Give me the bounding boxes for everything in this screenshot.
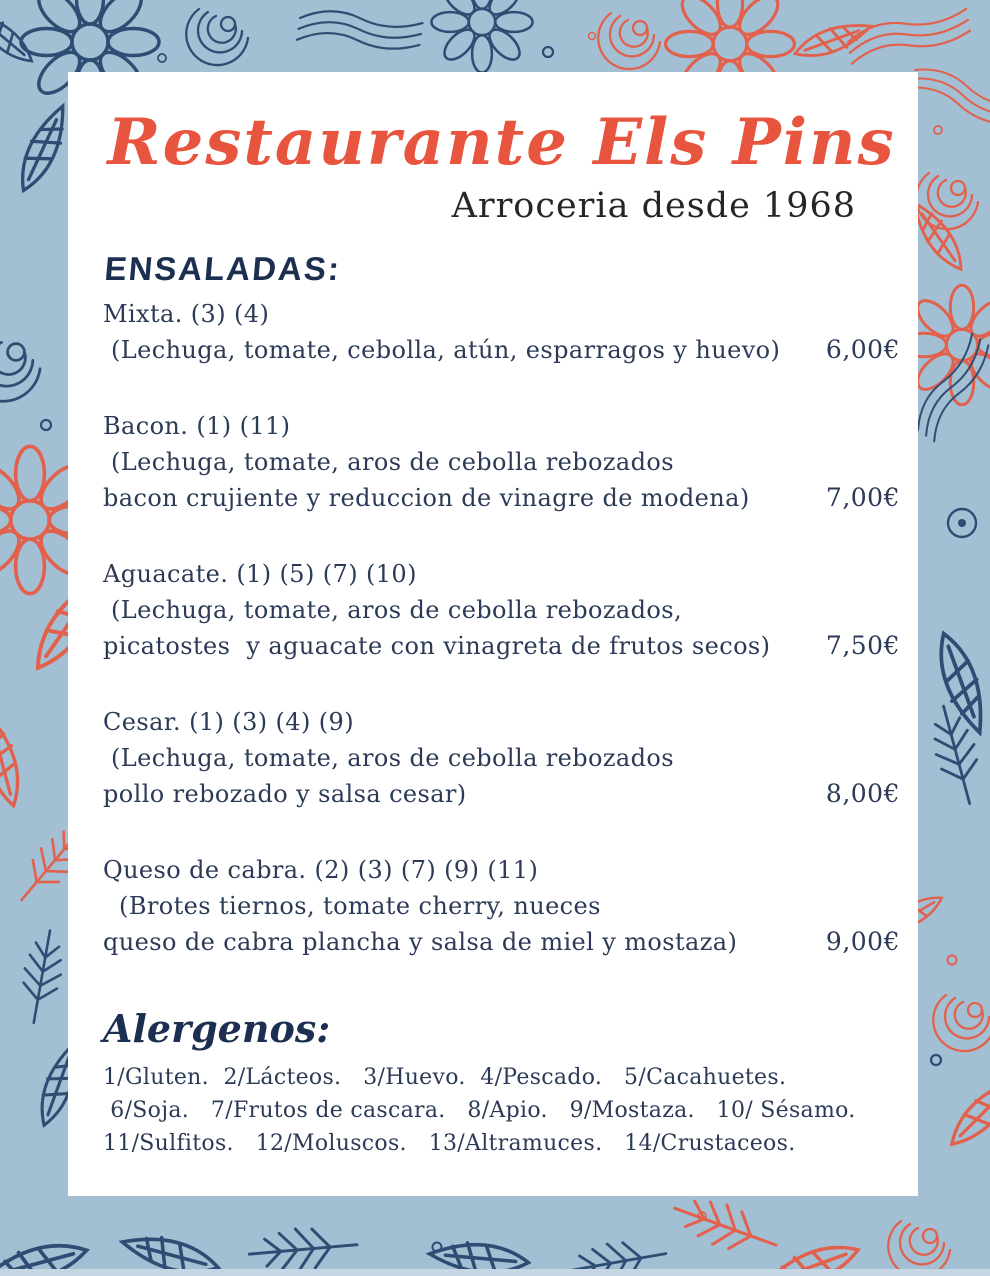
allergens-heading: Alergenos:: [103, 1005, 331, 1051]
item-description: pollo rebozado y salsa cesar): [103, 779, 467, 808]
item-line: [103, 332, 900, 368]
item-description: (Lechuga, tomate, cebolla, atún, esparragos y huevo): [103, 335, 781, 364]
menu-item-bacon: [103, 408, 900, 516]
item-price: 7,00€: [825, 482, 900, 512]
item-description: picatostes y aguacate con vinagreta de frutos secos): [103, 631, 771, 660]
item-price: 6,00€: [825, 334, 900, 364]
item-name: Aguacate. (1) (5) (7) (10): [103, 559, 417, 588]
restaurant-subtitle: Arroceria desde 1968: [451, 185, 856, 226]
menu-item-mixta: [103, 296, 900, 368]
item-line: [103, 776, 900, 812]
item-line: [103, 628, 900, 664]
item-description: (Brotes tiernos, tomate cherry, nueces: [103, 891, 601, 920]
allergens-line-3: 11/Sulfitos. 12/Moluscos. 13/Altramuces. 14/Crustaceos.: [103, 1130, 796, 1156]
item-description: (Lechuga, tomate, aros de cebolla rebozados,: [103, 595, 682, 624]
menu-item-queso-de-cabra: [103, 852, 900, 960]
menu-items: [103, 296, 900, 960]
item-name: Cesar. (1) (3) (4) (9): [103, 707, 354, 736]
item-description: (Lechuga, tomate, aros de cebolla rebozados: [103, 743, 674, 772]
bottom-edge-strip: [0, 1269, 990, 1276]
menu-card: [68, 72, 918, 1196]
item-description: (Lechuga, tomate, aros de cebolla rebozados: [103, 447, 674, 476]
item-name: Mixta. (3) (4): [103, 299, 270, 328]
section-heading-ensaladas: ENSALADAS:: [103, 249, 343, 287]
allergens-list: [103, 1061, 900, 1160]
restaurant-title: Restaurante Els Pins: [107, 105, 896, 180]
menu-item-cesar: [103, 704, 900, 812]
item-description: queso de cabra plancha y salsa de miel y mostaza): [103, 927, 738, 956]
item-description: bacon crujiente y reduccion de vinagre de modena): [103, 483, 750, 512]
item-line: [103, 924, 900, 960]
item-price: 9,00€: [825, 926, 900, 956]
item-price: 7,50€: [825, 630, 900, 660]
item-line: [103, 480, 900, 516]
item-name: Bacon. (1) (11): [103, 411, 291, 440]
allergens-line-1: 1/Gluten. 2/Lácteos. 3/Huevo. 4/Pescado. 5/Cacahuetes.: [103, 1064, 787, 1090]
menu-item-aguacate: [103, 556, 900, 664]
allergens-line-2: 6/Soja. 7/Frutos de cascara. 8/Apio. 9/Mostaza. 10/ Sésamo.: [103, 1097, 856, 1123]
item-name: Queso de cabra. (2) (3) (7) (9) (11): [103, 855, 539, 884]
item-price: 8,00€: [825, 778, 900, 808]
